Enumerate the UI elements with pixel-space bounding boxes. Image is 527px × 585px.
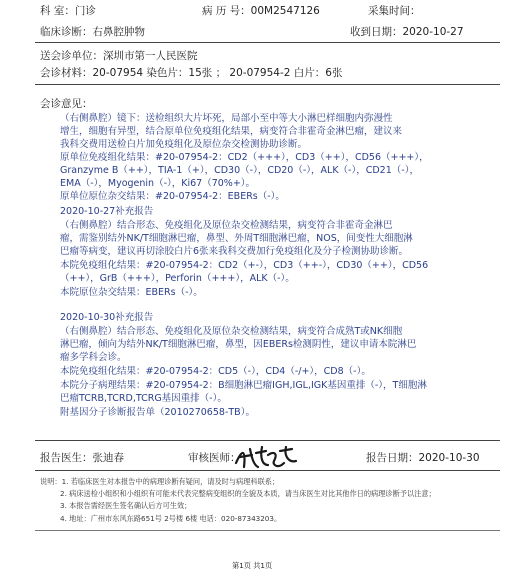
supplement-2-title: 2020-10-30补充报告: [60, 312, 154, 323]
clinical-diagnosis-field: 临床诊断：右鼻腔肿物: [40, 26, 145, 38]
received-date-field: 收到日期：2020-10-27: [350, 26, 464, 38]
note-line: 3. 本报告需经医生签名确认后方可生效；: [60, 501, 192, 510]
reviewer-label: 审核医师：: [188, 452, 241, 464]
footer-divider: [35, 530, 500, 531]
supplement-2-line: 本院分子病理结果：#20-07954-2：B细胞淋巴瘤IGH,IGL,IGK基因重排（-），T细胞淋: [60, 380, 427, 391]
supplement-2-line: 淋巴瘤，倾向为结外NK/T细胞淋巴瘤，鼻型，因EBERs检测阴性，建议申请本院淋巴: [60, 339, 417, 350]
opinion-line: Granzyme B（++），TIA-1（+），CD30（-），CD20（-），ALK（-），CD21（-），: [60, 165, 419, 176]
record-number-field: 病 历 号：00M2547126: [202, 5, 320, 17]
note-line: 2. 病床送检小组织和小组织有可能未代表完整病变组织的全貌及本质，请当床医生对比其他作日的病理诊断予以注意；: [60, 489, 436, 498]
supplement-1-line: 巴瘤等病变，建议再切涂胶白片6张来我科交费加行免疫组化及分子检测协助诊断。: [60, 246, 409, 257]
supplement-1-line: 瘤，需鉴别结外NK/T细胞淋巴瘤，鼻型、外周T细胞淋巴瘤，NOS，间变性大细胞淋: [60, 233, 413, 244]
supplement-2-line: 巴瘤TCRB,TCRD,TCRG基因重排（-）。: [60, 393, 227, 404]
opinion-line: EMA（-），Myogenin（-），Ki67（70%+）。: [60, 178, 256, 189]
signature-top-divider: [35, 440, 500, 441]
supplement-1-line: 本院原位杂交结果：EBERs（-）。: [60, 287, 203, 298]
supplement-1-line: （右侧鼻腔）结合形态、免疫组化及原位杂交检测结果，病变符合非霍奇金淋巴: [60, 220, 393, 231]
opinion-line: 增生，细胞有异型，结合原单位免疫组化结果，病变符合非霍奇金淋巴瘤，建议来: [60, 126, 403, 137]
page-number: 第1页 共1页: [232, 561, 273, 570]
sample-time-field: 采集时间：: [368, 5, 421, 17]
supplement-1-line: 本院免疫组化结果：#20-07954-2：CD2（+-），CD3（++-），CD30（++），CD56: [60, 260, 429, 271]
supplement-1-title: 2020-10-27补充报告: [60, 206, 154, 217]
opinion-line: 原单位免疫组化结果：#20-07954-2：CD2（+++），CD3（++），CD56（+++），: [60, 152, 429, 163]
consult-divider: [35, 84, 500, 85]
report-date: 报告日期：2020-10-30: [366, 452, 480, 464]
opinion-line: 我科交费用送检白片加免疫组化及原位杂交检测协助诊断。: [60, 139, 308, 150]
supplement-2-line: （右侧鼻腔）结合形态、免疫组化及原位杂交检测结果，病变符合成熟T或NK细胞: [60, 326, 403, 337]
supplement-1-line: （++），GrB（+++），Perforin（+++），ALK（-）。: [60, 273, 295, 284]
opinion-title: 会诊意见：: [40, 98, 93, 110]
reporting-doctor: 报告医生：张迪春: [40, 452, 124, 464]
signature-bottom-divider: [35, 470, 500, 471]
header-divider: [35, 42, 500, 43]
consult-unit: 送会诊单位：深圳市第一人民医院: [40, 50, 198, 62]
handwritten-signature: [232, 443, 302, 473]
note-line: 说明：1. 若临床医生对本报告中的病理诊断有疑问，请及时与病理科联系；: [40, 477, 280, 486]
supplement-2-line: 瘤多学科会诊。: [60, 352, 127, 363]
department-field: 科 室：门诊: [40, 5, 96, 17]
opinion-line: 原单位原位杂交结果：#20-07954-2：EBERs（-）。: [60, 191, 285, 202]
opinion-line: （右侧鼻腔）镜下：送检组织大片坏死，局部小至中等大小淋巴样细胞内弥漫性: [60, 113, 393, 124]
note-line: 4. 地址：广州市东风东路651号 2号楼 6楼 电话：020-87343203。: [60, 514, 282, 523]
supplement-2-line: 附基因分子诊断报告单（2010270658-TB）。: [60, 407, 255, 418]
consult-materials: 会诊材料：20-07954 染色片：15张 ； 20-07954-2 白片：6张: [40, 67, 343, 79]
supplement-2-line: 本院免疫组化结果：#20-07954-2：CD5（-），CD4（-/+），CD8（-）。: [60, 366, 371, 377]
